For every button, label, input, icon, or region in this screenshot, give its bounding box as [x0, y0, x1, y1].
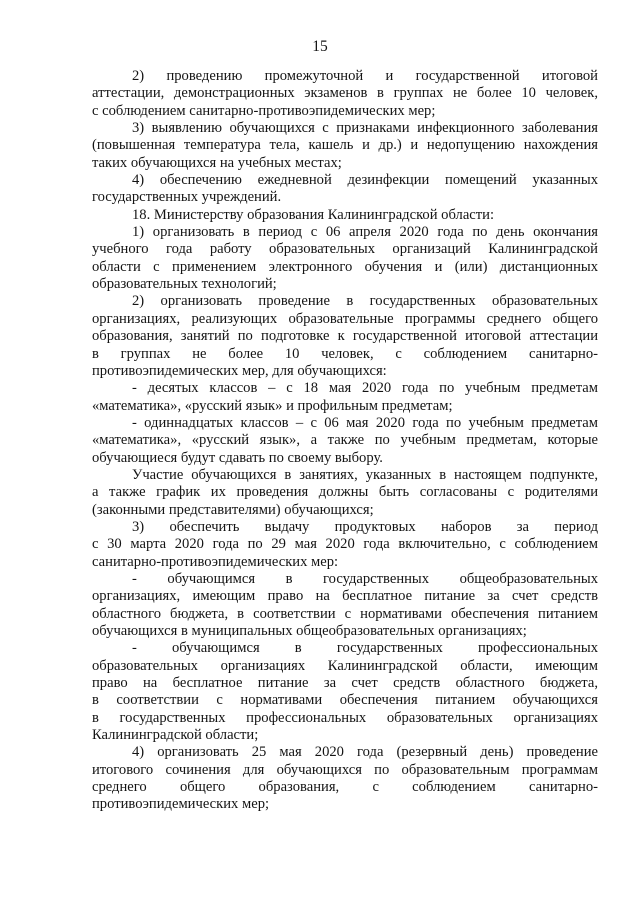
text-line: учебного года работу образовательных организаций Калининградской [92, 241, 598, 258]
text-line: - одиннадцатых классов – с 06 мая 2020 года по учебным предметам [132, 414, 598, 431]
text-line: с 30 марта 2020 года по 29 мая 2020 года включительно, с соблюдением [92, 536, 598, 553]
text-line: итогового сочинения для обучающихся по образовательным программам [92, 761, 598, 778]
text-line: - обучающимся в государственных профессиональных [132, 640, 598, 657]
text-line: в государственных профессиональных образовательных организациях [92, 709, 598, 726]
text-line: а также график их проведения должны быть согласованы с родителями [92, 484, 598, 501]
text-line: противоэпидемических мер; [92, 796, 270, 813]
text-line: 1) организовать в период с 06 апреля 2020 года по день окончания [132, 224, 598, 241]
text-line: в соответствии с нормативами обеспечения питанием обучающихся [92, 692, 598, 709]
text-line: «математика», «русский язык» и профильным предметам; [92, 397, 453, 414]
text-line: с соблюдением санитарно-противоэпидемических мер; [92, 102, 436, 119]
text-line: - обучающимся в государственных общеобразовательных [132, 570, 598, 587]
text-line: области с применением электронного обучения и (или) дистанционных [92, 258, 598, 275]
text-line: 4) организовать 25 мая 2020 года (резервный день) проведение [132, 744, 598, 761]
text-line: среднего общего образования, с соблюдением санитарно- [92, 779, 598, 796]
text-line: 18. Министерству образования Калининградской области: [132, 206, 495, 223]
text-line: областного бюджета, в соответствии с нормативами обеспечения питанием [92, 605, 598, 622]
text-line: 2) организовать проведение в государственных образовательных [132, 293, 598, 310]
text-line: организациях, реализующих образовательные программы среднего общего [92, 310, 598, 327]
text-line: санитарно-противоэпидемических мер: [92, 553, 339, 570]
text-line: образовательных организациях Калининградской области, имеющим [92, 657, 598, 674]
text-line: (законными представителями) обучающихся; [92, 501, 374, 518]
text-line: обучающихся в муниципальных общеобразовательных организациях; [92, 623, 527, 639]
text-line: организациях, имеющим право на бесплатное питание за счет средств [92, 588, 598, 605]
text-line: аттестации, демонстрационных экзаменов в группах не более 10 человек, [92, 85, 598, 102]
text-line: таких обучающихся на учебных местах; [92, 154, 342, 171]
text-line: 2) проведению промежуточной и государственной итоговой [132, 68, 598, 84]
text-line: право на бесплатное питание за счет средств областного бюджета, [92, 675, 598, 692]
text-line: Участие обучающихся в занятиях, указанных в настоящем подпункте, [132, 466, 598, 483]
text-line: 4) обеспечению ежедневной дезинфекции помещений указанных [132, 172, 598, 189]
text-line: (повышенная температура тела, кашель и др.) и недопущению нахождения [92, 137, 598, 154]
text-line: Калининградской области; [92, 727, 259, 744]
text-line: образовательных технологий; [92, 276, 277, 293]
text-line: образования, занятий по подготовке к государственной итоговой аттестации [92, 328, 598, 345]
text-line: «математика», «русский язык», а также по учебным предметам, которые [92, 432, 598, 449]
page-number: 15 [312, 38, 328, 55]
text-line: обучающиеся будут сдавать по своему выбору. [92, 449, 383, 466]
text-line: 3) обеспечить выдачу продуктовых наборов за период [132, 518, 598, 535]
document-body [92, 68, 598, 814]
text-line: противоэпидемических мер, для обучающихся: [92, 362, 387, 379]
text-line: в группах не более 10 человек, с соблюдением санитарно- [92, 345, 598, 362]
text-line: - десятых классов – с 18 мая 2020 года по учебным предметам [132, 380, 598, 397]
text-line: 3) выявлению обучающихся с признаками инфекционного заболевания [132, 120, 598, 137]
text-line: государственных учреждений. [92, 189, 282, 206]
